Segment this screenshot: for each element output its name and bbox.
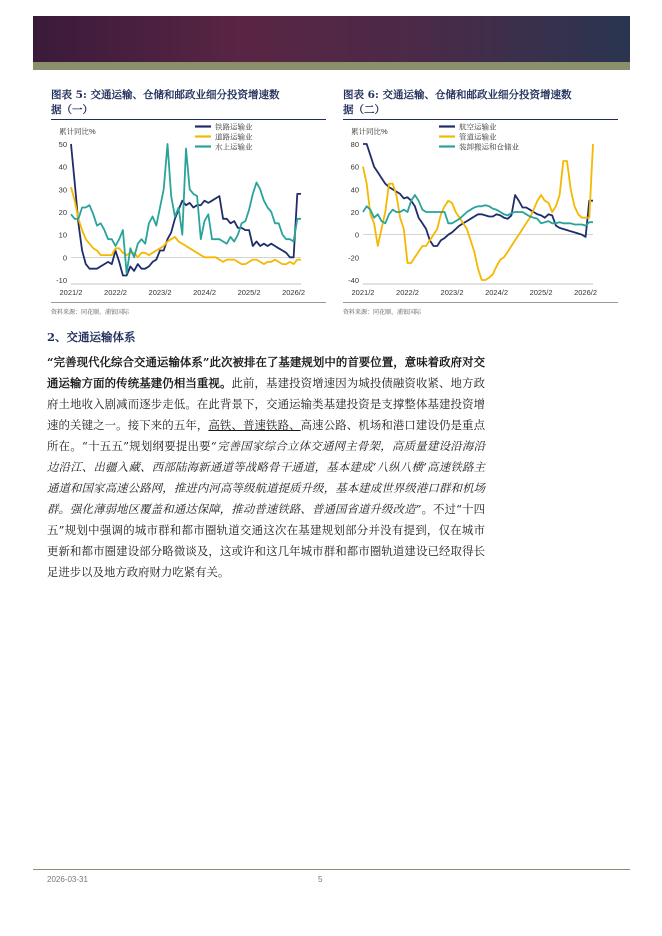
figure6-label: 图表 6 <box>343 89 375 101</box>
body-text-3: 。不过“十四五”规划中强调的城市群和都市圈轨道交通这次在基建规划部分并没有提到，仅在城市更新和都市圈建设部分略微谈及，这或许和这几年城市群和都市圈轨道建设已经取得长足进步以及地方政府财力吃紧有关。 <box>47 502 486 579</box>
figure6-title-line2: 据（二） <box>343 104 385 116</box>
header-band <box>33 62 630 70</box>
fig6-ytick-label: 80 <box>350 140 359 149</box>
figure5-source: 资料来源：同花顺、浦银国际 <box>51 309 130 316</box>
body-underline: 高铁、普速铁路、 <box>208 418 301 432</box>
fig5-ytick-label: -10 <box>56 276 67 285</box>
fig6-ytick-label: 60 <box>350 162 359 172</box>
fig5-series-line-2 <box>71 187 301 264</box>
fig6-xtick-label: 2024/2 <box>485 288 509 297</box>
page-number: 5 <box>318 875 323 884</box>
footer-date: 2026-03-31 <box>47 875 88 884</box>
figure5-label: 图表 5 <box>51 89 83 101</box>
fig5-series-line-3 <box>71 144 301 273</box>
figure6-title-line1: : 交通运输、仓储和邮政业细分投资增速数 <box>374 89 572 101</box>
fig6-ytick-label: -40 <box>348 276 359 285</box>
fig6-series-line-1 <box>363 144 593 246</box>
fig5-xtick-label: 2025/2 <box>237 288 261 297</box>
fig5-xtick-label: 2021/2 <box>59 288 83 297</box>
body-bold-lead: “完善现代化综合交通运输体系”此次被排在了基建规划中的首要位置，意味着政府对交通运输方面的传统基建仍相当重视。 <box>47 355 485 390</box>
fig5-ytick-label: 40 <box>58 162 67 172</box>
fig5-xtick-label: 2022/2 <box>104 288 127 297</box>
fig6-xtick-label: 2023/2 <box>440 288 464 297</box>
fig6-ylabel: 累计同比% <box>351 127 388 136</box>
fig6-legend-label-2: 管道运输业 <box>459 132 497 142</box>
fig5-legend-label-3: 水上运输业 <box>215 142 253 152</box>
fig5-ylabel: 累计同比% <box>59 127 96 136</box>
fig5-xtick-label: 2023/2 <box>148 288 172 297</box>
footer-rule <box>33 869 630 870</box>
figure6-source: 资料来源：同花顺、浦银国际 <box>343 309 422 316</box>
fig6-xtick-label: 2021/2 <box>351 288 375 297</box>
body-quote: “完善国家综合立体交通网主骨架，高质量建设沿海沿边沿江、出疆入藏、西部陆海新通道等战略骨干通道，基本建成‘八纵八横’高速铁路主通道和国家高速公路网，推进内河高等级航道提质升级，基本建成世界级港口群和机场群。强化薄弱地区覆盖和通达保障，推动普速铁路、普通国省道升级改造” <box>47 439 485 516</box>
figure6-bottom-rule <box>343 302 618 303</box>
body-text-2: 高速公路、机场和港口建设仍是重点所在。“十五五”规划纲要提出要 <box>47 418 485 453</box>
fig6-legend-label-1: 航空运输业 <box>459 122 497 132</box>
figure5-title-line2: 据（一） <box>51 104 93 116</box>
fig5-xtick-label: 2026/2 <box>282 288 306 297</box>
figure5-title <box>51 88 326 118</box>
fig6-xtick-label: 2022/2 <box>396 288 419 297</box>
fig6-legend-label-3: 装卸搬运和仓储业 <box>459 142 519 152</box>
figure6-chart <box>343 120 618 302</box>
figure6-title <box>343 88 618 118</box>
body-text-1: 此前，基建投资增速因为城投债融资收紧、地方政府土地收入剧减而逐步走低。在此背景下，交通运输类基建投资是支撑整体基建投资增速的关键之一。接下来的五年， <box>47 376 485 432</box>
fig6-xtick-label: 2026/2 <box>574 288 598 297</box>
figure5-chart <box>51 120 326 302</box>
fig5-legend-label-1: 铁路运输业 <box>215 122 253 132</box>
fig5-ytick-label: 0 <box>62 253 67 263</box>
fig6-xtick-label: 2025/2 <box>529 288 553 297</box>
figure5-title-line1: : 交通运输、仓储和邮政业细分投资增速数 <box>82 89 280 101</box>
fig5-ytick-label: 50 <box>58 140 67 149</box>
body-paragraph <box>47 352 485 583</box>
fig6-ytick-label: 40 <box>350 185 359 195</box>
figure5-bottom-rule <box>51 302 326 303</box>
fig5-ytick-label: 30 <box>58 185 67 195</box>
fig6-ytick-label: -20 <box>348 253 359 263</box>
fig5-xtick-label: 2024/2 <box>193 288 217 297</box>
fig6-ytick-label: 20 <box>350 208 359 217</box>
fig5-ytick-label: 20 <box>58 208 67 217</box>
header-banner <box>33 16 630 62</box>
fig5-legend-label-2: 道路运输业 <box>215 132 253 142</box>
section-title: 2、交通运输体系 <box>47 330 136 344</box>
fig5-ytick-label: 10 <box>58 230 67 240</box>
fig6-ytick-label: 0 <box>354 230 359 240</box>
